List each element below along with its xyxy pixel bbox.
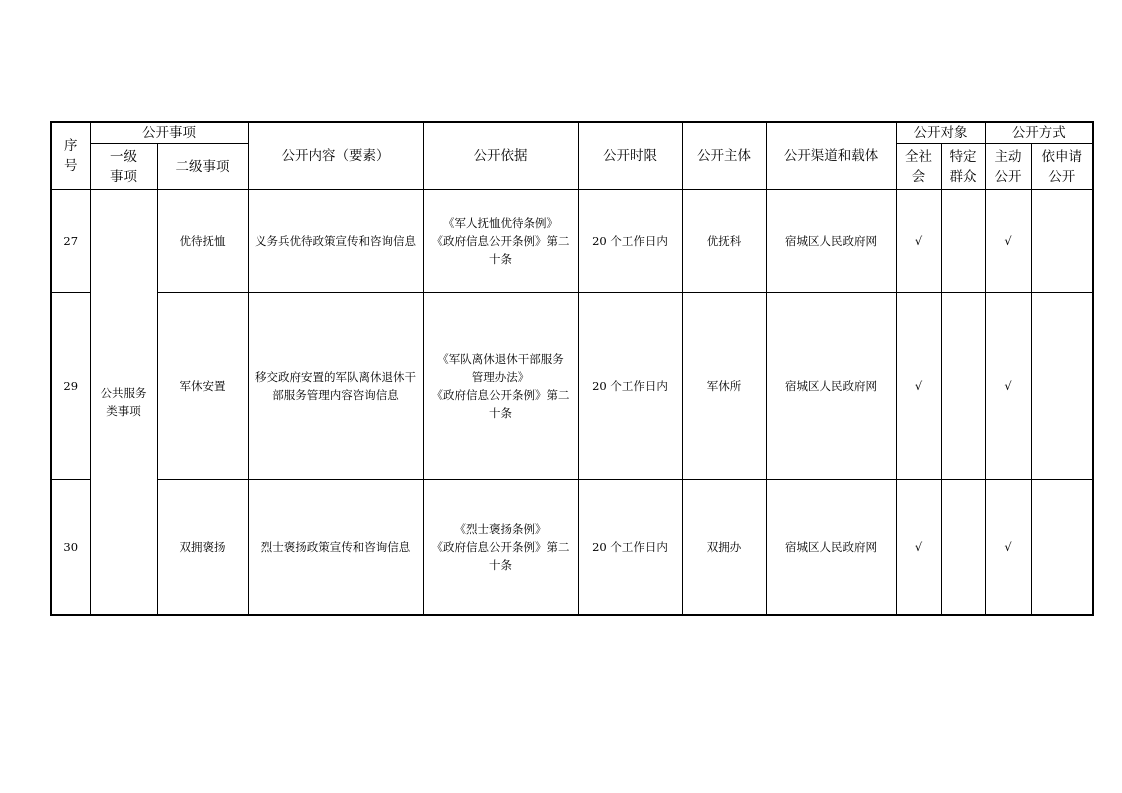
cell-time-limit: 20 个工作日内 bbox=[578, 190, 682, 293]
cell-channel: 宿城区人民政府网 bbox=[766, 480, 896, 615]
cell-content: 义务兵优待政策宣传和咨询信息 bbox=[248, 190, 423, 293]
header-method-group: 公开方式 bbox=[985, 122, 1093, 144]
cell-method-active: √ bbox=[985, 293, 1031, 480]
cell-seq: 30 bbox=[51, 480, 90, 615]
cell-time-limit: 20 个工作日内 bbox=[578, 480, 682, 615]
header-target-specific: 特定 群众 bbox=[941, 144, 985, 190]
cell-content: 移交政府安置的军队离休退休干部服务管理内容咨询信息 bbox=[248, 293, 423, 480]
header-seq: 序 号 bbox=[51, 122, 90, 190]
header-target-group: 公开对象 bbox=[896, 122, 985, 144]
header-item-group: 公开事项 bbox=[90, 122, 248, 144]
cell-basis: 《烈士褒扬条例》 《政府信息公开条例》第二 十条 bbox=[423, 480, 578, 615]
cell-seq: 29 bbox=[51, 293, 90, 480]
cell-subject: 优抚科 bbox=[682, 190, 766, 293]
header-method-active: 主动 公开 bbox=[985, 144, 1031, 190]
cell-time-limit: 20 个工作日内 bbox=[578, 293, 682, 480]
cell-method-request bbox=[1031, 480, 1093, 615]
header-target-all: 全社 会 bbox=[896, 144, 941, 190]
table-row bbox=[51, 190, 1093, 293]
cell-subject: 军休所 bbox=[682, 293, 766, 480]
cell-target-specific bbox=[941, 293, 985, 480]
cell-level1: 公共服务 类事项 bbox=[90, 190, 157, 615]
cell-target-all: √ bbox=[896, 190, 941, 293]
header-time-limit: 公开时限 bbox=[578, 122, 682, 190]
header-basis: 公开依据 bbox=[423, 122, 578, 190]
table-row bbox=[51, 293, 1093, 480]
header-method-request: 依申请 公开 bbox=[1031, 144, 1093, 190]
header-subject: 公开主体 bbox=[682, 122, 766, 190]
cell-channel: 宿城区人民政府网 bbox=[766, 190, 896, 293]
cell-seq: 27 bbox=[51, 190, 90, 293]
cell-target-all: √ bbox=[896, 293, 941, 480]
cell-target-specific bbox=[941, 480, 985, 615]
cell-content: 烈士褒扬政策宣传和咨询信息 bbox=[248, 480, 423, 615]
header-level2: 二级事项 bbox=[157, 144, 248, 190]
cell-target-specific bbox=[941, 190, 985, 293]
cell-basis: 《军人抚恤优待条例》 《政府信息公开条例》第二 十条 bbox=[423, 190, 578, 293]
cell-level2: 双拥褒扬 bbox=[157, 480, 248, 615]
cell-method-active: √ bbox=[985, 480, 1031, 615]
cell-method-request bbox=[1031, 190, 1093, 293]
cell-level2: 优待抚恤 bbox=[157, 190, 248, 293]
header-channel: 公开渠道和载体 bbox=[766, 122, 896, 190]
cell-channel: 宿城区人民政府网 bbox=[766, 293, 896, 480]
cell-level2: 军休安置 bbox=[157, 293, 248, 480]
cell-target-all: √ bbox=[896, 480, 941, 615]
cell-method-request bbox=[1031, 293, 1093, 480]
header-row-1 bbox=[51, 122, 1093, 144]
cell-basis: 《军队离休退休干部服务 管理办法》 《政府信息公开条例》第二 十条 bbox=[423, 293, 578, 480]
disclosure-table bbox=[50, 121, 1094, 616]
cell-method-active: √ bbox=[985, 190, 1031, 293]
header-content: 公开内容（要素） bbox=[248, 122, 423, 190]
header-level1: 一级 事项 bbox=[90, 144, 157, 190]
table-row bbox=[51, 480, 1093, 615]
cell-subject: 双拥办 bbox=[682, 480, 766, 615]
